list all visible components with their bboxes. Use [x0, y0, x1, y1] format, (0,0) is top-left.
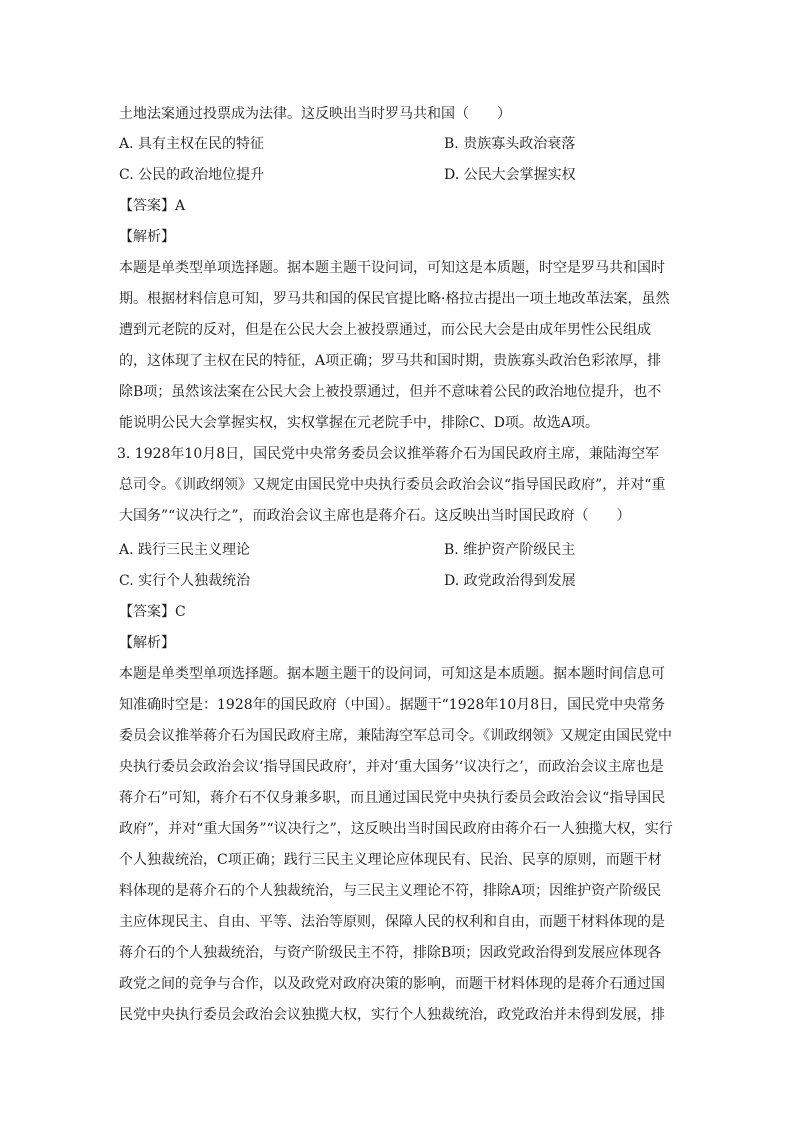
q2-option-c: C. 公民的政治地位提升 — [119, 167, 265, 183]
q3-analysis-line: 政府”，并对“重大国务”“议决行之”，这反映出当时国民政府由蒋介石一人独揽大权，实行 — [119, 821, 673, 837]
q2-analysis-heading: 【解析】 — [119, 229, 175, 245]
q2-option-b: B. 贵族寡头政治衰落 — [444, 136, 576, 152]
q2-answer: 【答案】A — [119, 198, 186, 214]
q3-analysis-line: 蒋介石的个人独裁统治，与资产阶级民主不符，排除B项；因政党政治得到发展应体现各 — [119, 945, 662, 961]
q3-analysis-line: 本题是单类型单项选择题。据本题主题干的设问词，可知这是本质题。据本题时间信息可 — [119, 666, 665, 682]
q2-analysis-line: 能说明公民大会掌握实权，实权掌握在元老院手中，排除C、D项。故选A项。 — [119, 415, 600, 431]
q2-analysis-line: 遭到元老院的反对，但是在公民大会上被投票通过，而公民大会是由成年男性公民组成 — [119, 322, 651, 338]
q3-option-d: D. 政党政治得到发展 — [444, 573, 576, 589]
q3-option-b: B. 维护资产阶级民主 — [444, 542, 576, 558]
q2-analysis-line: 本题是单类型单项选择题。据本题主题干设问词，可知这是本质题，时空是罗马共和国时 — [119, 260, 665, 276]
q3-stem: 大国务”“议决行之”，而政治会议主席也是蒋介石。这反映出当时国民政府（ ） — [119, 508, 631, 524]
q3-analysis-line: 委员会议推举蒋介石为国民政府主席，兼陆海空军总司令。《训政纲领》又规定由国民党中 — [119, 728, 672, 744]
q3-stem: 总司令。《训政纲领》又规定由国民党中央执行委员会政治会议“指导国民政府”，并对“重 — [119, 477, 666, 493]
q3-analysis-line: 央执行委员会政治会议‘指导国民政府’，并对‘重大国务’‘议决行之’，而政治会议主席也是 — [119, 759, 664, 775]
q3-answer: 【答案】C — [119, 604, 186, 620]
q3-analysis-line: 个人独裁统治，C项正确；践行三民主义理论应体现民有、民治、民享的原则，而题干材 — [119, 852, 662, 868]
q3-analysis-heading: 【解析】 — [119, 635, 175, 651]
q3-analysis-line: 料体现的是蒋介石的个人独裁统治，与三民主义理论不符，排除A项；因维护资产阶级民 — [119, 883, 662, 899]
q2-analysis-line: 期。根据材料信息可知，罗马共和国的保民官提比略·格拉古提出一项土地改革法案，虽然 — [119, 291, 670, 307]
q3-option-a: A. 践行三民主义理论 — [119, 542, 251, 558]
q2-option-d: D. 公民大会掌握实权 — [444, 167, 576, 183]
q2-option-a: A. 具有主权在民的特征 — [119, 136, 265, 152]
q2-analysis-line: 除B项；虽然该法案在公民大会上被投票通过，但并不意味着公民的政治地位提升，也不 — [119, 384, 662, 400]
q2-analysis-line: 的，这体现了主权在民的特征，A项正确；罗马共和国时期，贵族寡头政治色彩浓厚，排 — [119, 353, 662, 369]
q3-stem: 3. 1928年10月8日，国民党中央常务委员会议推举蒋介石为国民政府主席，兼陆海空军 — [117, 446, 660, 462]
q3-option-c: C. 实行个人独裁统治 — [119, 573, 251, 589]
q2-stem-end: 土地法案通过投票成为法律。这反映出当时罗马共和国（ ） — [119, 106, 511, 122]
q3-analysis-line: 蒋介石”可知，蒋介石不仅身兼多职，而且通过国民党中央执行委员会政治会议“指导国民 — [119, 790, 666, 806]
q3-analysis-line: 知准确时空是：1928年的国民政府（中国）。据题干“1928年10月8日，国民党中央常务 — [119, 697, 666, 713]
q3-analysis-line: 民党中央执行委员会政治会议独揽大权，实行个人独裁统治，政党政治并未得到发展，排 — [119, 1007, 665, 1023]
q3-analysis-line: 政党之间的竞争与合作，以及政党对政府决策的影响，而题干材料体现的是蒋介石通过国 — [119, 976, 665, 992]
q3-analysis-line: 主应体现民主、自由、平等、法治等原则，保障人民的权利和自由，而题干材料体现的是 — [119, 914, 665, 930]
